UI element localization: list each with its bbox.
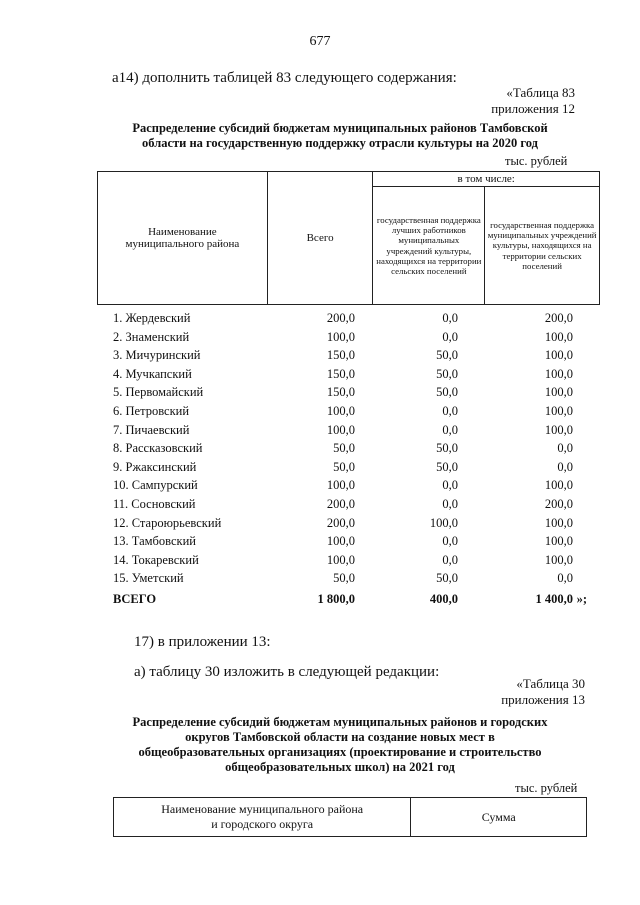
row-v1: 0,0 — [442, 311, 458, 325]
total-v2: 1 400,0 — [535, 591, 573, 606]
table30-title — [105, 715, 575, 775]
total-v1: 400,0 — [429, 591, 458, 606]
table83-note-line2: приложения 12 — [491, 101, 575, 116]
row-v1: 50,0 — [436, 366, 458, 381]
header-name-col: Наименование муниципального района — [98, 172, 268, 305]
row-v2: 200,0 — [544, 496, 573, 511]
row-total: 50,0 — [333, 441, 355, 456]
table-row — [113, 422, 603, 441]
row-name: 15. Уметский — [113, 571, 184, 586]
table83-note-line1: «Таблица 83 — [506, 85, 575, 100]
total-label: ВСЕГО — [113, 591, 157, 606]
table-row — [113, 403, 603, 422]
row-name: 10. Сампурский — [113, 478, 198, 493]
row-total: 100,0 — [326, 552, 355, 567]
row-v1: 50,0 — [436, 348, 458, 363]
header-sub2: государственная поддержка муниципальных учреждений культуры, находящихся на территории сельских поселений — [485, 187, 600, 305]
table30-note-line2: приложения 13 — [501, 692, 585, 707]
row-v2: 100,0 — [544, 534, 573, 549]
row-name: 9. Ржаксинский — [113, 459, 197, 474]
row-name: 6. Петровский — [113, 403, 190, 418]
table30-title-line4: общеобразовательных школ) на 2021 год — [225, 760, 455, 774]
table-row — [113, 552, 603, 571]
table83-title — [110, 121, 570, 151]
row-v1: 50,0 — [436, 441, 458, 456]
row-total: 200,0 — [326, 515, 355, 530]
table83-title-line1: Распределение субсидий бюджетам муниципальных районов Тамбовской — [132, 121, 548, 135]
table30-title-line1: Распределение субсидий бюджетам муниципальных районов и городских — [132, 715, 548, 729]
row-name: 5. Первомайский — [113, 385, 204, 400]
row-name: 12. Староюрьевский — [113, 515, 222, 530]
row-v1: 0,0 — [442, 552, 458, 567]
total-suffix: »; — [576, 591, 587, 606]
row-name: 1. Жердевский — [113, 311, 191, 325]
header-name-line2: и городского округа — [211, 817, 314, 831]
item-17-text: 17) в приложении 13: — [134, 634, 271, 650]
row-total: 100,0 — [326, 329, 355, 344]
item-a-text: а) таблицу 30 изложить в следующей редакции: — [134, 664, 440, 680]
table30-header — [113, 797, 587, 837]
header-name-col — [114, 798, 411, 837]
row-name: 3. Мичуринский — [113, 348, 201, 363]
row-v1: 0,0 — [442, 534, 458, 549]
total-row — [113, 591, 603, 610]
row-v1: 50,0 — [436, 385, 458, 400]
table-row — [113, 477, 603, 496]
row-v2: 100,0 — [544, 515, 573, 530]
row-v2: 100,0 — [544, 329, 573, 344]
row-v2: 0,0 — [557, 571, 573, 586]
row-v2: 100,0 — [544, 422, 573, 437]
table-row — [113, 366, 603, 385]
row-total: 100,0 — [326, 534, 355, 549]
header-sub1: государственная поддержка лучших работников муниципальных учреждений культуры, находящихся на территории сельских поселений — [373, 187, 485, 305]
row-v2: 100,0 — [544, 366, 573, 381]
table-row — [113, 384, 603, 403]
table83-units: тыс. рублей — [505, 154, 568, 168]
table83-body — [113, 310, 603, 610]
row-v1: 0,0 — [442, 478, 458, 493]
row-name: 14. Токаревский — [113, 552, 199, 567]
row-total: 50,0 — [333, 459, 355, 474]
row-v1: 100,0 — [429, 515, 458, 530]
row-v2: 200,0 — [544, 311, 573, 325]
header-name-line1: Наименование муниципального района — [161, 802, 364, 816]
row-v2: 0,0 — [557, 441, 573, 456]
total-sum: 1 800,0 — [317, 591, 355, 606]
row-v2: 100,0 — [544, 385, 573, 400]
table30-title-line2: округов Тамбовской области на создание новых мест в — [185, 730, 495, 744]
row-name: 4. Мучкапский — [113, 366, 192, 381]
row-total: 200,0 — [326, 311, 355, 325]
table-row — [113, 515, 603, 534]
row-total: 150,0 — [326, 348, 355, 363]
row-v1: 0,0 — [442, 422, 458, 437]
table-row — [113, 496, 603, 515]
row-name: 8. Рассказовский — [113, 441, 203, 456]
row-v2: 100,0 — [544, 403, 573, 418]
row-v1: 0,0 — [442, 496, 458, 511]
row-total: 150,0 — [326, 385, 355, 400]
row-v1: 50,0 — [436, 459, 458, 474]
row-name: 13. Тамбовский — [113, 534, 196, 549]
table-row — [113, 440, 603, 459]
header-including: в том числе: — [373, 172, 600, 187]
table30-units: тыс. рублей — [515, 781, 578, 795]
row-v2: 100,0 — [544, 552, 573, 567]
header-total-col: Всего — [267, 172, 373, 305]
row-name: 7. Пичаевский — [113, 422, 190, 437]
row-v2: 100,0 — [544, 478, 573, 493]
table-row — [113, 570, 603, 589]
row-total: 200,0 — [326, 496, 355, 511]
row-total: 150,0 — [326, 366, 355, 381]
table30-reference — [380, 676, 585, 708]
row-total: 100,0 — [326, 478, 355, 493]
page-number: 677 — [309, 34, 331, 49]
table30-title-line3: общеобразовательных организациях (проектирование и строительство — [138, 745, 542, 759]
table30-note-line1: «Таблица 30 — [516, 676, 585, 691]
table83-header — [97, 171, 600, 305]
row-name: 2. Знаменский — [113, 329, 190, 344]
row-total: 50,0 — [333, 571, 355, 586]
row-v2: 0,0 — [557, 459, 573, 474]
row-v1: 0,0 — [442, 329, 458, 344]
row-v2: 100,0 — [544, 348, 573, 363]
table83-reference — [380, 85, 575, 117]
table-row — [113, 459, 603, 478]
table-row — [113, 347, 603, 366]
header-sum-col: Сумма — [411, 798, 587, 837]
table83-title-line2: области на государственную поддержку отрасли культуры на 2020 год — [142, 136, 538, 150]
row-v1: 0,0 — [442, 403, 458, 418]
row-total: 100,0 — [326, 403, 355, 418]
table-row — [113, 329, 603, 348]
row-total: 100,0 — [326, 422, 355, 437]
table-row — [113, 533, 603, 552]
item-a14-text: а14) дополнить таблицей 83 следующего содержания: — [112, 70, 457, 86]
row-v1: 50,0 — [436, 571, 458, 586]
row-name: 11. Сосновский — [113, 496, 196, 511]
table-row — [113, 310, 603, 329]
